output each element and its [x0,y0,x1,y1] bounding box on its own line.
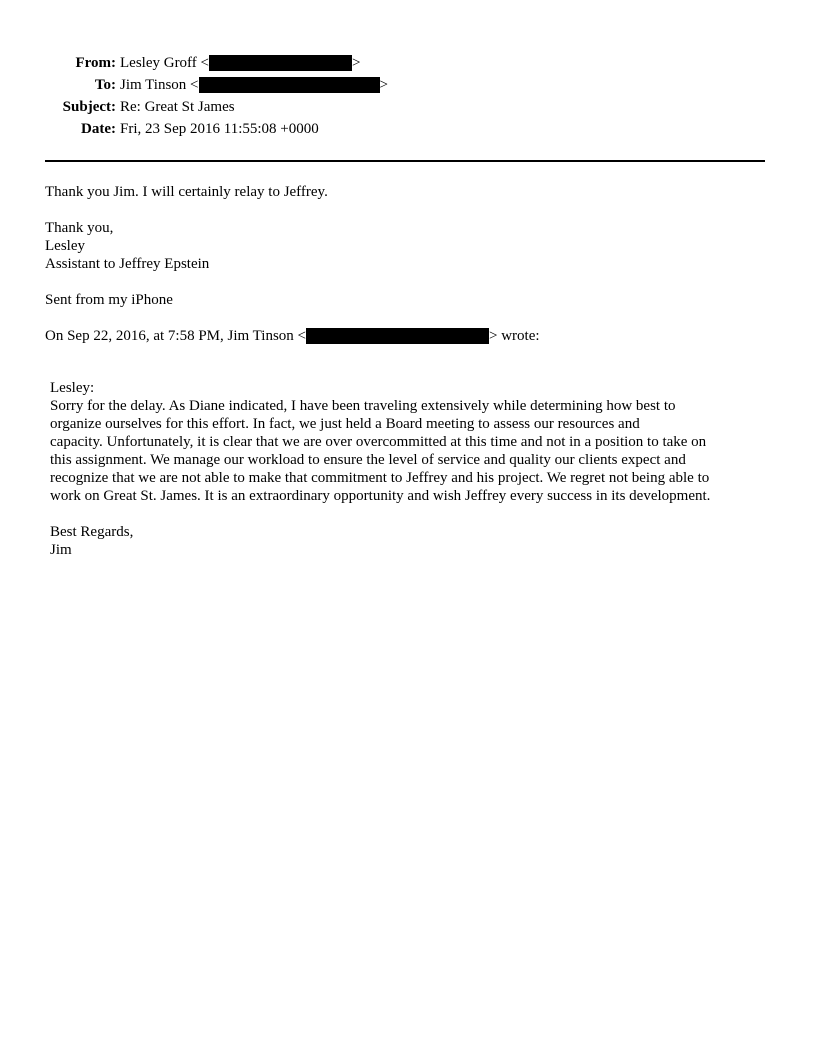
header-divider [45,160,765,162]
redacted-wrote-email [306,328,489,344]
from-close: > [352,55,361,71]
to-name: Jim Tinson < [120,77,199,93]
quoted-signature: Jim [50,542,72,558]
email-header [0,52,388,140]
redacted-from-email [209,55,352,71]
date-row [0,118,388,140]
quoted-greeting: Lesley: [50,380,95,396]
from-row [0,52,388,74]
quoted-message [50,379,765,559]
reply-text: Thank you Jim. I will certainly relay to Jeffrey. [45,184,328,200]
quoted-line: capacity. Unfortunately, it is clear that we are over overcommitted at this time and not in a position to take on [50,434,707,450]
reply-line [45,183,765,201]
to-label: To: [94,77,116,93]
to-row [0,74,388,96]
reply-signature [45,219,765,273]
date-value: Fri, 23 Sep 2016 11:55:08 +0000 [120,121,319,137]
signature-name: Lesley [45,238,85,254]
quoted-line: organize ourselves for this effort. In fact, we just held a Board meeting to assess our resources and [50,416,640,432]
redacted-to-email [199,77,380,93]
wrote-prefix: On Sep 22, 2016, at 7:58 PM, Jim Tinson < [45,328,307,344]
wrote-suffix: > wrote: [489,328,540,344]
quoted-spacer [50,505,765,523]
sent-from [45,291,765,309]
signature-title: Assistant to Jeffrey Epstein [45,256,210,272]
date-label: Date: [81,121,116,137]
subject-value: Re: Great St James [120,99,235,115]
quoted-line: Sorry for the delay. As Diane indicated, I have been traveling extensively while determining how best to [50,398,676,414]
quoted-line: this assignment. We manage our workload to ensure the level of service and quality our clients expect and [50,452,686,468]
from-label: From: [75,55,116,71]
to-close: > [379,77,388,93]
from-name: Lesley Groff < [120,55,209,71]
subject-row [0,96,388,118]
sent-from-text: Sent from my iPhone [45,292,173,308]
subject-label: Subject: [62,99,116,115]
signature-thanks: Thank you, [45,220,114,236]
quoted-line: work on Great St. James. It is an extraordinary opportunity and wish Jeffrey every success in its development. [50,488,711,504]
wrote-attribution [45,327,765,345]
quoted-line: recognize that we are not able to make that commitment to Jeffrey and his project. We regret not being able to [50,470,710,486]
quoted-closing: Best Regards, [50,524,134,540]
